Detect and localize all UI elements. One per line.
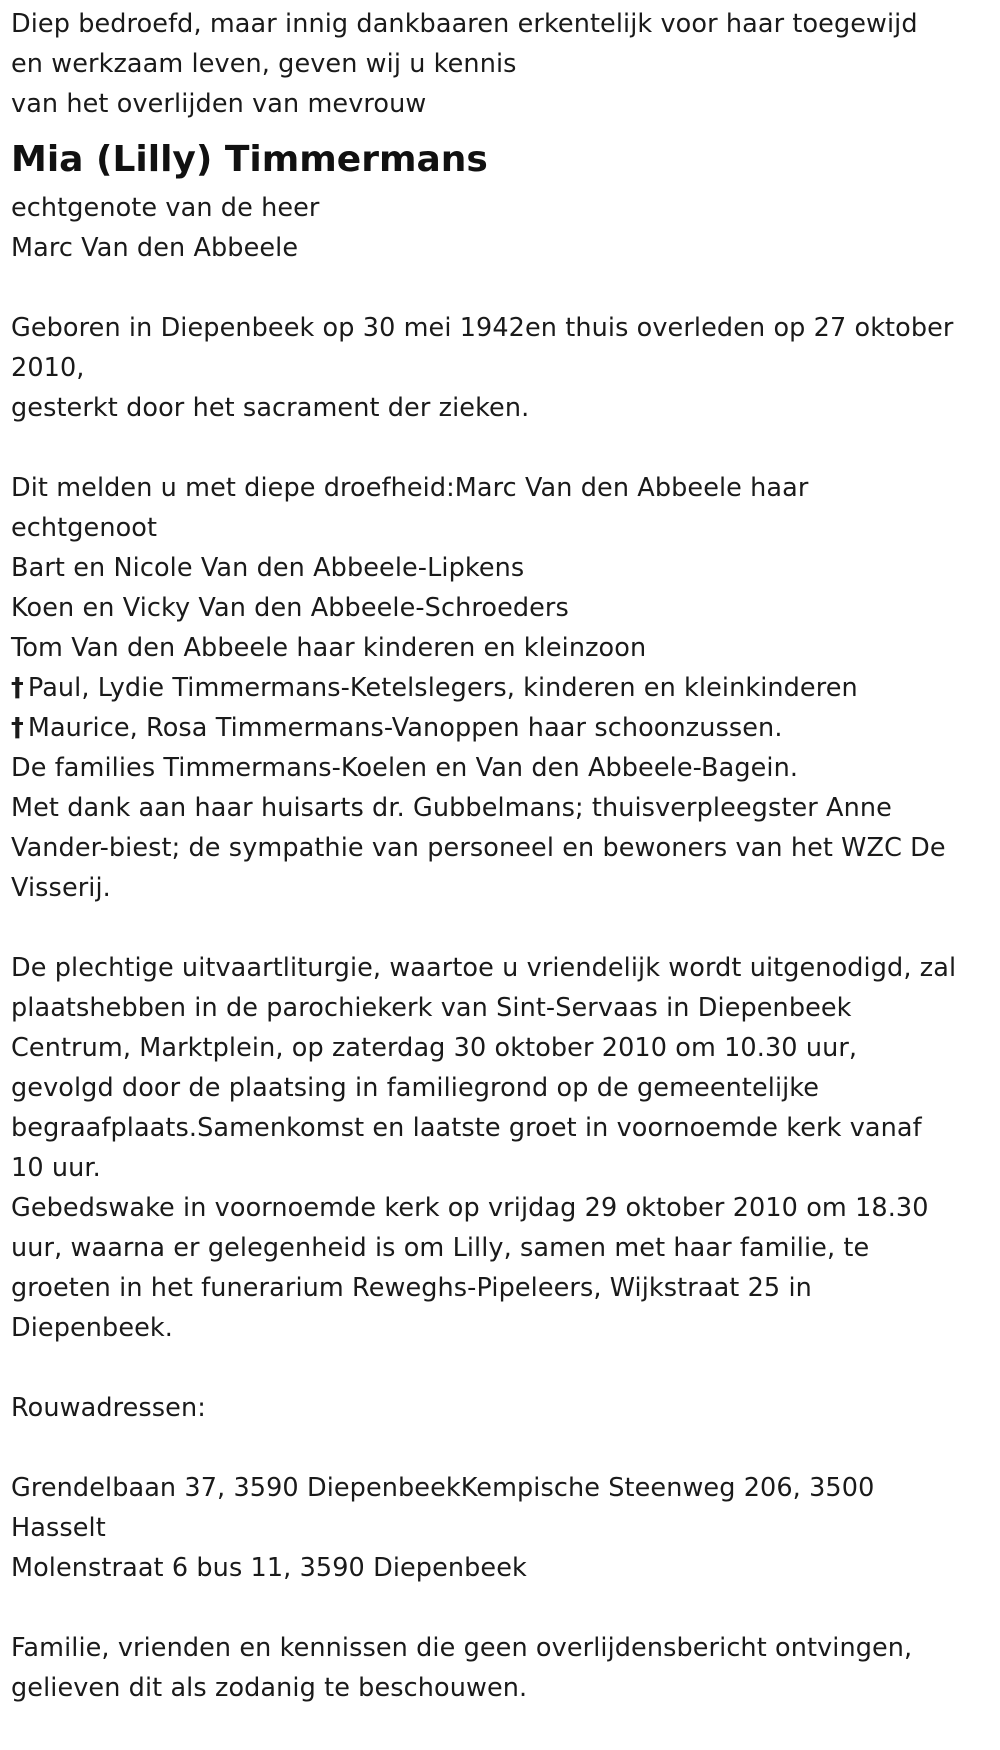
- cross-icon: †: [11, 673, 24, 703]
- closing-paragraph: [11, 1628, 990, 1708]
- deceased-relative-text: Paul, Lydie Timmermans-Ketelslegers, kinderen en kleinkinderen: [27, 673, 858, 703]
- text-line: Diepenbeek.: [11, 1313, 173, 1343]
- text-line: Met dank aan haar huisarts dr. Gubbelmans; thuisverpleegster Anne: [11, 793, 892, 823]
- addresses-label: Rouwadressen:: [11, 1393, 206, 1423]
- addresses-paragraph: [11, 1468, 990, 1588]
- text-line: Tom Van den Abbeele haar kinderen en kleinzoon: [11, 633, 647, 663]
- text-line: Molenstraat 6 bus 11, 3590 Diepenbeek: [11, 1553, 527, 1583]
- text-line: Diep bedroefd, maar innig dankbaaren erkentelijk voor haar toegewijd: [11, 9, 918, 39]
- spacer: [11, 1588, 990, 1628]
- text-line: Koen en Vicky Van den Abbeele-Schroeders: [11, 593, 569, 623]
- deceased-relative-line: [11, 708, 990, 748]
- text-line: De families Timmermans-Koelen en Van den Abbeele-Bagein.: [11, 753, 799, 783]
- spacer: [11, 268, 990, 308]
- text-line: gevolgd door de plaatsing in familiegrond op de gemeentelijke: [11, 1073, 820, 1103]
- cross-icon: †: [11, 713, 24, 743]
- text-line: gelieven dit als zodanig te beschouwen.: [11, 1673, 528, 1703]
- text-line: van het overlijden van mevrouw: [11, 89, 427, 119]
- text-line: Familie, vrienden en kennissen die geen overlijdensbericht ontvingen,: [11, 1633, 913, 1663]
- text-line: begraafplaats.Samenkomst en laatste groet in voornoemde kerk vanaf: [11, 1113, 922, 1143]
- deceased-relative-line: [11, 668, 990, 708]
- spacer: [11, 1428, 990, 1468]
- text-line: Gebedswake in voornoemde kerk op vrijdag 29 oktober 2010 om 18.30: [11, 1193, 929, 1223]
- text-line: Grendelbaan 37, 3590 DiepenbeekKempische Steenweg 206, 3500: [11, 1473, 875, 1503]
- family-paragraph: [11, 468, 990, 908]
- spacer: [11, 908, 990, 948]
- text-line: Dit melden u met diepe droefheid:Marc Van den Abbeele haar: [11, 473, 809, 503]
- spacer: [11, 428, 990, 468]
- birth-death-paragraph: [11, 308, 990, 428]
- text-line: Marc Van den Abbeele: [11, 233, 299, 263]
- text-line: uur, waarna er gelegenheid is om Lilly, samen met haar familie, te: [11, 1233, 870, 1263]
- text-line: Visserij.: [11, 873, 111, 903]
- text-line: echtgenoot: [11, 513, 158, 543]
- text-line: Hasselt: [11, 1513, 106, 1543]
- intro-paragraph: [11, 4, 990, 124]
- text-line: gesterkt door het sacrament der zieken.: [11, 393, 530, 423]
- text-line: echtgenote van de heer: [11, 193, 320, 223]
- ceremony-paragraph: [11, 948, 990, 1348]
- text-line: Bart en Nicole Van den Abbeele-Lipkens: [11, 553, 525, 583]
- deceased-relative-text: Maurice, Rosa Timmermans-Vanoppen haar schoonzussen.: [27, 713, 783, 743]
- text-line: Centrum, Marktplein, op zaterdag 30 oktober 2010 om 10.30 uur,: [11, 1033, 858, 1063]
- spouse-paragraph: [11, 188, 990, 268]
- text-line: 2010,: [11, 353, 85, 383]
- spacer: [11, 1348, 990, 1388]
- text-line: groeten in het funerarium Reweghs-Pipeleers, Wijkstraat 25 in: [11, 1273, 812, 1303]
- text-line: 10 uur.: [11, 1153, 101, 1183]
- deceased-name-heading: Mia (Lilly) Timmermans: [11, 139, 488, 180]
- text-line: en werkzaam leven, geven wij u kennis: [11, 49, 517, 79]
- text-line: plaatshebben in de parochiekerk van Sint-Servaas in Diepenbeek: [11, 993, 852, 1023]
- text-line: Vander-biest; de sympathie van personeel en bewoners van het WZC De: [11, 833, 946, 863]
- text-line: De plechtige uitvaartliturgie, waartoe u vriendelijk wordt uitgenodigd, zal: [11, 953, 957, 983]
- text-line: Geboren in Diepenbeek op 30 mei 1942en thuis overleden op 27 oktober: [11, 313, 954, 343]
